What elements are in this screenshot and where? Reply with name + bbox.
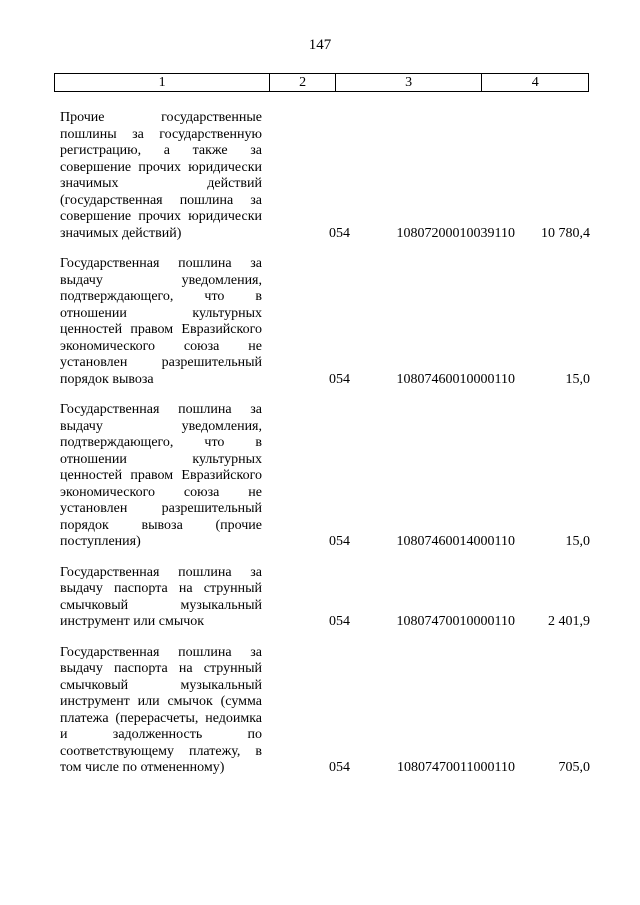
table-row xyxy=(60,402,590,551)
table-column-header xyxy=(54,73,589,92)
row-sum: 705,0 xyxy=(558,760,590,775)
column-number-3: 3 xyxy=(336,74,482,91)
row-name: Государственная пошлина за выдачу уведомления, подтверждающего, что в отношении культурных ценностей правом Евразийского экономического союза не установлен разрешительный порядок вывоза (прочие поступления) xyxy=(60,402,262,549)
row-budget-code: 10807470010000110 xyxy=(396,614,515,629)
row-budget-code: 10807470011000110 xyxy=(397,760,515,775)
row-name: Государственная пошлина за выдачу паспорта на струнный смычковый музыкальный инструмент или смычок xyxy=(60,564,262,629)
row-admin-code: 054 xyxy=(329,534,350,549)
table-row xyxy=(60,645,590,777)
row-name: Прочие государственные пошлины за государственную регистрацию, а также за совершение прочих юридически значимых действий (государственная пошлина за совершение прочих юридически значимых действий) xyxy=(60,110,262,241)
row-sum: 2 401,9 xyxy=(548,614,590,629)
row-admin-code: 054 xyxy=(329,760,350,775)
row-admin-code: 054 xyxy=(329,371,350,387)
row-admin-code: 054 xyxy=(329,225,350,241)
page-number: 147 xyxy=(308,37,332,53)
row-name: Государственная пошлина за выдачу уведомления, подтверждающего, что в отношении культурных ценностей правом Евразийского экономического союза не установлен разрешительный порядок вывоза xyxy=(60,256,262,387)
column-number-4: 4 xyxy=(531,75,539,90)
row-admin-code: 054 xyxy=(329,614,350,629)
column-number-2: 2 xyxy=(270,74,336,91)
row-name: Государственная пошлина за выдачу паспорта на струнный смычковый музыкальный инструмент или смычок (сумма платежа (перерасчеты, недоимка и задолженность по соответствующему платежу, в том числе по отмененному) xyxy=(60,644,262,775)
row-sum: 15,0 xyxy=(565,371,590,387)
table-row xyxy=(60,110,590,242)
row-budget-code: 10807460010000110 xyxy=(396,371,515,387)
row-sum: 10 780,4 xyxy=(541,225,590,241)
table-body xyxy=(60,110,590,787)
row-budget-code: 10807460014000110 xyxy=(396,534,515,549)
row-sum: 15,0 xyxy=(565,534,590,549)
table-row xyxy=(60,565,590,631)
row-budget-code: 10807200010039110 xyxy=(396,225,515,241)
column-number-1: 1 xyxy=(55,74,270,91)
table-row xyxy=(60,256,590,388)
